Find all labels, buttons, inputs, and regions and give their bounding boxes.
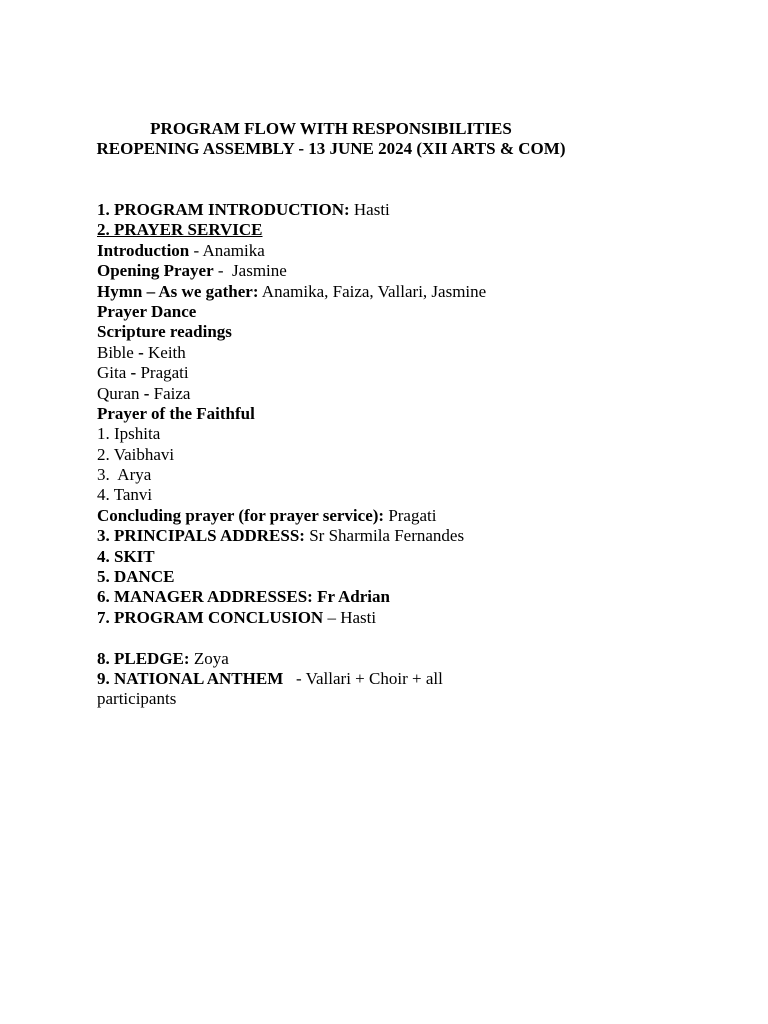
skit-line: 4. SKIT	[97, 546, 155, 566]
title-line-2: REOPENING ASSEMBLY - 13 JUNE 2024 (XII ARTS & COM)	[96, 139, 566, 159]
pledge-line	[97, 649, 517, 669]
hymn-names: Anamika, Faiza, Vallari, Jasmine	[258, 281, 487, 301]
program-introduction-line	[97, 200, 517, 220]
program-list	[97, 200, 517, 710]
scripture-readings-heading: Scripture readings	[97, 322, 232, 342]
principals-address-line	[97, 526, 517, 546]
bible-reading-line	[97, 343, 517, 363]
program-introduction-label: 1. PROGRAM INTRODUCTION:	[97, 200, 350, 219]
prayer-service-heading: 2. PRAYER SERVICE	[97, 220, 263, 240]
program-conclusion-name: – Hasti	[323, 607, 377, 627]
quran-reading-line	[97, 384, 517, 404]
opening-prayer-label: Opening Prayer	[97, 261, 214, 281]
pledge-label: 8. PLEDGE:	[97, 648, 190, 668]
manager-addresses-line: 6. MANAGER ADDRESSES: Fr Adrian	[97, 587, 390, 607]
dance-line: 5. DANCE	[97, 567, 175, 587]
gita-name: Pragati	[140, 363, 189, 383]
faithful-item-2: 2. Vaibhavi	[97, 444, 175, 464]
hymn-line	[97, 282, 517, 302]
program-conclusion-line	[97, 608, 517, 628]
concluding-prayer-label: Concluding prayer (for prayer service):	[97, 505, 385, 525]
introduction-name: - Anamika	[189, 240, 265, 260]
blank-spacer	[97, 628, 517, 648]
concluding-prayer-line	[97, 506, 517, 526]
bible-name: Keith	[148, 342, 186, 362]
quran-label: Quran	[97, 383, 140, 403]
principals-address-label: 3. PRINCIPALS ADDRESS:	[97, 526, 305, 546]
quran-dash: -	[139, 383, 154, 403]
gita-dash: -	[126, 363, 141, 383]
introduction-line	[97, 241, 517, 261]
document-title	[96, 119, 566, 160]
prayer-of-faithful-heading: Prayer of the Faithful	[97, 403, 255, 423]
prayer-dance-line: Prayer Dance	[97, 301, 197, 321]
national-anthem-label: 9. NATIONAL ANTHEM	[97, 668, 284, 688]
hymn-label: Hymn – As we gather:	[97, 281, 259, 301]
quran-name: Faiza	[153, 383, 191, 403]
program-conclusion-label: 7. PROGRAM CONCLUSION	[97, 607, 324, 627]
opening-prayer-name: - Jasmine	[213, 261, 287, 281]
pledge-name: Zoya	[189, 648, 229, 668]
program-introduction-name: Hasti	[349, 200, 390, 219]
gita-label: Gita	[97, 363, 127, 383]
national-anthem-line	[97, 669, 517, 710]
title-line-1: PROGRAM FLOW WITH RESPONSIBILITIES	[150, 119, 512, 138]
bible-label: Bible	[97, 342, 134, 362]
faithful-item-4: 4. Tanvi	[97, 485, 153, 505]
opening-prayer-line	[97, 261, 517, 281]
national-anthem-names: - Vallari + Choir + all participants	[97, 668, 448, 709]
principals-address-name: Sr Sharmila Fernandes	[304, 526, 465, 546]
faithful-item-3: 3. Arya	[97, 465, 152, 485]
faithful-item-1: 1. Ipshita	[97, 424, 161, 444]
gita-reading-line	[97, 363, 517, 383]
bible-dash: -	[133, 342, 149, 362]
concluding-prayer-name: Pragati	[384, 505, 437, 525]
introduction-label: Introduction	[97, 240, 190, 260]
